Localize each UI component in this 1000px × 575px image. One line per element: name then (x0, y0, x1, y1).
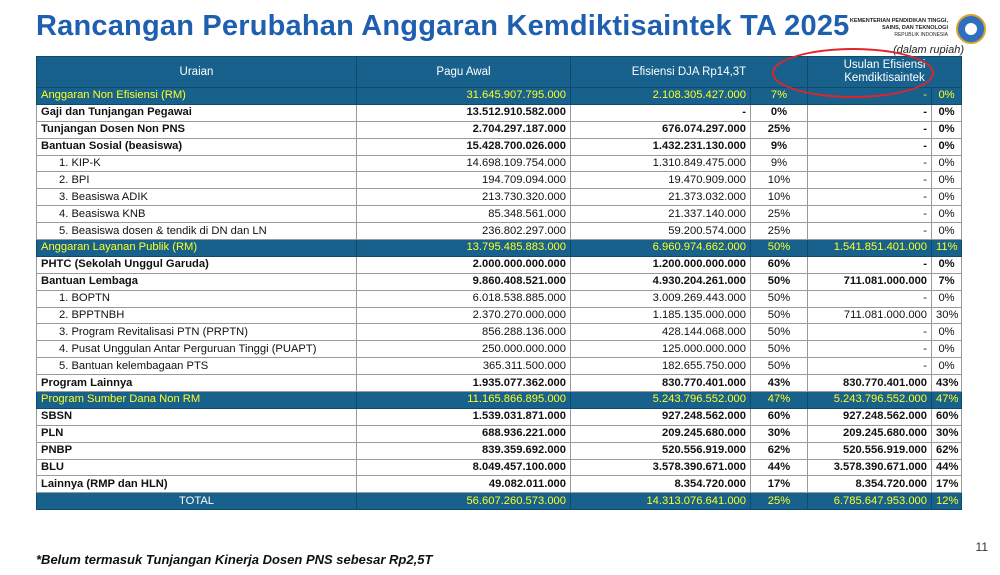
cell-usulan-efisiensi-pct: 0% (932, 256, 962, 273)
cell-usulan-efisiensi-pct: 0% (932, 155, 962, 172)
cell-efisiensi-dja: 1.310.849.475.000 (571, 155, 751, 172)
header-usulan-line-1: Usulan Efisiensi (843, 59, 926, 71)
cell-efisiensi-dja: 182.655.750.000 (571, 358, 751, 375)
cell-pagu-awal: 1.935.077.362.000 (357, 375, 571, 392)
cell-pagu-awal: 6.018.538.885.000 (357, 290, 571, 307)
cell-uraian: TOTAL (37, 493, 357, 510)
cell-efisiensi-dja: 927.248.562.000 (571, 408, 751, 425)
footnote: *Belum termasuk Tunjangan Kinerja Dosen PNS sebesar Rp2,5T (36, 552, 433, 567)
cell-usulan-efisiensi-pct: 17% (932, 476, 962, 493)
cell-pagu-awal: 688.936.221.000 (357, 425, 571, 442)
cell-efisiensi-dja: 676.074.297.000 (571, 121, 751, 138)
cell-efisiensi-dja-pct: 50% (751, 358, 808, 375)
cell-usulan-efisiensi-pct: 0% (932, 138, 962, 155)
header-usulan-line-2: Kemdiktisaintek (844, 72, 925, 84)
section-row (37, 392, 962, 409)
cell-usulan-efisiensi-pct: 30% (932, 307, 962, 324)
cell-efisiensi-dja: - (571, 104, 751, 121)
cell-uraian: 2. BPI (37, 172, 357, 189)
cell-usulan-efisiensi-pct: 0% (932, 223, 962, 240)
cell-efisiensi-dja-pct: 10% (751, 172, 808, 189)
table-row (37, 476, 962, 493)
cell-usulan-efisiensi: 1.541.851.401.000 (808, 240, 932, 257)
table-header-row (37, 57, 962, 88)
cell-pagu-awal: 56.607.260.573.000 (357, 493, 571, 510)
ministry-name (818, 18, 948, 39)
table-row (37, 223, 962, 240)
cell-usulan-efisiensi-pct: 0% (932, 341, 962, 358)
cell-efisiensi-dja: 3.009.269.443.000 (571, 290, 751, 307)
cell-efisiensi-dja: 1.185.135.000.000 (571, 307, 751, 324)
cell-usulan-efisiensi-pct: 0% (932, 104, 962, 121)
cell-uraian: PLN (37, 425, 357, 442)
cell-efisiensi-dja-pct: 10% (751, 189, 808, 206)
cell-pagu-awal: 9.860.408.521.000 (357, 273, 571, 290)
table-row (37, 459, 962, 476)
cell-pagu-awal: 839.359.692.000 (357, 442, 571, 459)
cell-usulan-efisiensi: - (808, 88, 932, 105)
table-row (37, 206, 962, 223)
total-row (37, 493, 962, 510)
cell-pagu-awal: 2.704.297.187.000 (357, 121, 571, 138)
cell-pagu-awal: 2.370.270.000.000 (357, 307, 571, 324)
cell-usulan-efisiensi-pct: 43% (932, 375, 962, 392)
cell-usulan-efisiensi: - (808, 121, 932, 138)
cell-uraian: Bantuan Sosial (beasiswa) (37, 138, 357, 155)
cell-uraian: 5. Beasiswa dosen & tendik di DN dan LN (37, 223, 357, 240)
table-row (37, 121, 962, 138)
cell-efisiensi-dja: 1.432.231.130.000 (571, 138, 751, 155)
cell-usulan-efisiensi-pct: 0% (932, 290, 962, 307)
cell-usulan-efisiensi: 711.081.000.000 (808, 307, 932, 324)
cell-usulan-efisiensi-pct: 62% (932, 442, 962, 459)
ministry-line-2: SAINS, DAN TEKNOLOGI (881, 25, 948, 31)
cell-pagu-awal: 236.802.297.000 (357, 223, 571, 240)
cell-uraian: Lainnya (RMP dan HLN) (37, 476, 357, 493)
cell-efisiensi-dja-pct: 47% (751, 392, 808, 409)
cell-usulan-efisiensi-pct: 0% (932, 88, 962, 105)
cell-pagu-awal: 13.795.485.883.000 (357, 240, 571, 257)
cell-usulan-efisiensi: - (808, 341, 932, 358)
table-row (37, 408, 962, 425)
cell-efisiensi-dja-pct: 7% (751, 88, 808, 105)
cell-usulan-efisiensi: - (808, 104, 932, 121)
cell-usulan-efisiensi: 520.556.919.000 (808, 442, 932, 459)
cell-uraian: Tunjangan Dosen Non PNS (37, 121, 357, 138)
cell-efisiensi-dja: 21.337.140.000 (571, 206, 751, 223)
table-row (37, 172, 962, 189)
cell-pagu-awal: 365.311.500.000 (357, 358, 571, 375)
cell-efisiensi-dja: 428.144.068.000 (571, 324, 751, 341)
cell-efisiensi-dja: 19.470.909.000 (571, 172, 751, 189)
cell-usulan-efisiensi-pct: 47% (932, 392, 962, 409)
cell-usulan-efisiensi-pct: 0% (932, 206, 962, 223)
cell-uraian: PNBP (37, 442, 357, 459)
cell-efisiensi-dja: 5.243.796.552.000 (571, 392, 751, 409)
cell-usulan-efisiensi-pct: 0% (932, 358, 962, 375)
cell-uraian: 2. BPPTNBH (37, 307, 357, 324)
cell-efisiensi-dja: 8.354.720.000 (571, 476, 751, 493)
cell-uraian: SBSN (37, 408, 357, 425)
cell-pagu-awal: 85.348.561.000 (357, 206, 571, 223)
cell-uraian: Program Lainnya (37, 375, 357, 392)
cell-pagu-awal: 31.645.907.795.000 (357, 88, 571, 105)
cell-efisiensi-dja-pct: 9% (751, 138, 808, 155)
page-title: Rancangan Perubahan Anggaran Kemdiktisaintek TA 2025 (36, 10, 850, 42)
cell-efisiensi-dja-pct: 50% (751, 307, 808, 324)
cell-uraian: 4. Beasiswa KNB (37, 206, 357, 223)
cell-usulan-efisiensi-pct: 60% (932, 408, 962, 425)
cell-uraian: Bantuan Lembaga (37, 273, 357, 290)
cell-efisiensi-dja-pct: 50% (751, 273, 808, 290)
cell-uraian: 3. Program Revitalisasi PTN (PRPTN) (37, 324, 357, 341)
cell-pagu-awal: 13.512.910.582.000 (357, 104, 571, 121)
cell-usulan-efisiensi: - (808, 358, 932, 375)
unit-note: (dalam rupiah) (893, 44, 964, 56)
cell-usulan-efisiensi-pct: 44% (932, 459, 962, 476)
cell-pagu-awal: 194.709.094.000 (357, 172, 571, 189)
cell-usulan-efisiensi: - (808, 138, 932, 155)
cell-efisiensi-dja: 3.578.390.671.000 (571, 459, 751, 476)
cell-pagu-awal: 856.288.136.000 (357, 324, 571, 341)
cell-usulan-efisiensi: 830.770.401.000 (808, 375, 932, 392)
cell-pagu-awal: 14.698.109.754.000 (357, 155, 571, 172)
cell-usulan-efisiensi: - (808, 155, 932, 172)
cell-efisiensi-dja-pct: 50% (751, 290, 808, 307)
cell-usulan-efisiensi: - (808, 206, 932, 223)
cell-usulan-efisiensi-pct: 0% (932, 189, 962, 206)
cell-efisiensi-dja: 125.000.000.000 (571, 341, 751, 358)
cell-efisiensi-dja-pct: 25% (751, 223, 808, 240)
ministry-line-3: REPUBLIK INDONESIA (894, 32, 948, 38)
table-row (37, 104, 962, 121)
cell-pagu-awal: 11.165.866.895.000 (357, 392, 571, 409)
table-row (37, 256, 962, 273)
table-row (37, 341, 962, 358)
cell-efisiensi-dja: 1.200.000.000.000 (571, 256, 751, 273)
cell-efisiensi-dja-pct: 30% (751, 425, 808, 442)
cell-efisiensi-dja: 2.108.305.427.000 (571, 88, 751, 105)
cell-usulan-efisiensi: - (808, 172, 932, 189)
cell-pagu-awal: 213.730.320.000 (357, 189, 571, 206)
cell-usulan-efisiensi: 927.248.562.000 (808, 408, 932, 425)
cell-usulan-efisiensi: - (808, 290, 932, 307)
cell-usulan-efisiensi: 8.354.720.000 (808, 476, 932, 493)
cell-usulan-efisiensi: - (808, 189, 932, 206)
cell-efisiensi-dja-pct: 9% (751, 155, 808, 172)
cell-usulan-efisiensi: - (808, 324, 932, 341)
section-row (37, 240, 962, 257)
table-row (37, 273, 962, 290)
table-row (37, 307, 962, 324)
cell-uraian: 3. Beasiswa ADIK (37, 189, 357, 206)
cell-efisiensi-dja-pct: 50% (751, 240, 808, 257)
cell-pagu-awal: 49.082.011.000 (357, 476, 571, 493)
cell-usulan-efisiensi: 711.081.000.000 (808, 273, 932, 290)
cell-uraian: Gaji dan Tunjangan Pegawai (37, 104, 357, 121)
cell-pagu-awal: 8.049.457.100.000 (357, 459, 571, 476)
header-efisiensi-dja: Efisiensi DJA Rp14,3T (571, 57, 808, 88)
cell-efisiensi-dja: 6.960.974.662.000 (571, 240, 751, 257)
cell-efisiensi-dja-pct: 44% (751, 459, 808, 476)
table-row (37, 155, 962, 172)
table-row (37, 375, 962, 392)
cell-efisiensi-dja: 14.313.076.641.000 (571, 493, 751, 510)
cell-efisiensi-dja-pct: 25% (751, 206, 808, 223)
table-row (37, 324, 962, 341)
cell-efisiensi-dja-pct: 0% (751, 104, 808, 121)
cell-usulan-efisiensi-pct: 7% (932, 273, 962, 290)
cell-usulan-efisiensi-pct: 0% (932, 121, 962, 138)
cell-uraian: PHTC (Sekolah Unggul Garuda) (37, 256, 357, 273)
cell-efisiensi-dja: 59.200.574.000 (571, 223, 751, 240)
cell-uraian: Anggaran Layanan Publik (RM) (37, 240, 357, 257)
cell-efisiensi-dja-pct: 25% (751, 493, 808, 510)
header-pagu-awal: Pagu Awal (357, 57, 571, 88)
cell-usulan-efisiensi: 5.243.796.552.000 (808, 392, 932, 409)
cell-efisiensi-dja: 21.373.032.000 (571, 189, 751, 206)
cell-efisiensi-dja: 209.245.680.000 (571, 425, 751, 442)
cell-efisiensi-dja-pct: 62% (751, 442, 808, 459)
cell-efisiensi-dja-pct: 43% (751, 375, 808, 392)
cell-uraian: Anggaran Non Efisiensi (RM) (37, 88, 357, 105)
cell-pagu-awal: 1.539.031.871.000 (357, 408, 571, 425)
table-row (37, 138, 962, 155)
cell-uraian: 4. Pusat Unggulan Antar Perguruan Tinggi (PUAPT) (37, 341, 357, 358)
cell-uraian: 1. KIP-K (37, 155, 357, 172)
cell-usulan-efisiensi: - (808, 256, 932, 273)
header-uraian: Uraian (37, 57, 357, 88)
table-row (37, 425, 962, 442)
cell-uraian: 1. BOPTN (37, 290, 357, 307)
section-row (37, 88, 962, 105)
cell-usulan-efisiensi-pct: 12% (932, 493, 962, 510)
cell-uraian: Program Sumber Dana Non RM (37, 392, 357, 409)
ministry-line-1: KEMENTERIAN PENDIDIKAN TINGGI, (849, 18, 948, 24)
cell-efisiensi-dja: 830.770.401.000 (571, 375, 751, 392)
table-row (37, 290, 962, 307)
table-row (37, 358, 962, 375)
table-row (37, 442, 962, 459)
cell-efisiensi-dja-pct: 60% (751, 408, 808, 425)
cell-efisiensi-dja-pct: 17% (751, 476, 808, 493)
cell-efisiensi-dja-pct: 50% (751, 324, 808, 341)
cell-efisiensi-dja: 4.930.204.261.000 (571, 273, 751, 290)
cell-usulan-efisiensi: - (808, 223, 932, 240)
cell-uraian: 5. Bantuan kelembagaan PTS (37, 358, 357, 375)
cell-usulan-efisiensi-pct: 11% (932, 240, 962, 257)
cell-usulan-efisiensi-pct: 0% (932, 324, 962, 341)
cell-usulan-efisiensi-pct: 30% (932, 425, 962, 442)
cell-pagu-awal: 2.000.000.000.000 (357, 256, 571, 273)
cell-pagu-awal: 15.428.700.026.000 (357, 138, 571, 155)
cell-pagu-awal: 250.000.000.000 (357, 341, 571, 358)
cell-efisiensi-dja-pct: 25% (751, 121, 808, 138)
table-row (37, 189, 962, 206)
cell-efisiensi-dja: 520.556.919.000 (571, 442, 751, 459)
page-number: 11 (975, 540, 988, 554)
cell-uraian: BLU (37, 459, 357, 476)
cell-usulan-efisiensi: 6.785.647.953.000 (808, 493, 932, 510)
cell-usulan-efisiensi-pct: 0% (932, 172, 962, 189)
header-usulan-efisiensi (808, 57, 962, 88)
ministry-logo-icon (956, 14, 986, 44)
cell-efisiensi-dja-pct: 50% (751, 341, 808, 358)
table-body (37, 88, 962, 510)
cell-efisiensi-dja-pct: 60% (751, 256, 808, 273)
cell-usulan-efisiensi: 209.245.680.000 (808, 425, 932, 442)
cell-usulan-efisiensi: 3.578.390.671.000 (808, 459, 932, 476)
budget-table (36, 56, 962, 510)
